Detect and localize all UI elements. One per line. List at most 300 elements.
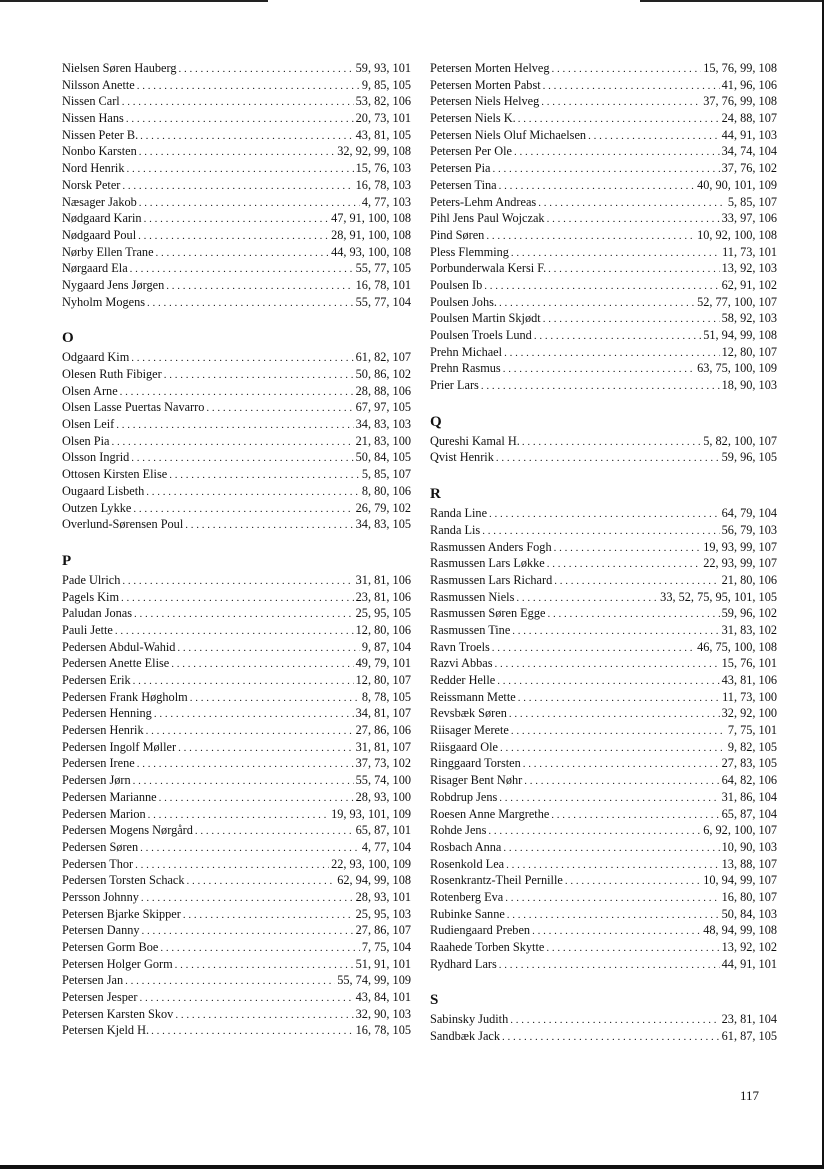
dot-leader	[482, 522, 719, 539]
entry-pages: 23, 81, 106	[355, 589, 411, 604]
dot-leader	[532, 922, 701, 939]
entry-name: Rasmussen Anders Fogh	[430, 539, 552, 554]
entry-pages: 19, 93, 101, 109	[331, 806, 411, 821]
dot-leader	[171, 655, 353, 672]
entry-pages: 46, 75, 100, 108	[697, 639, 777, 654]
index-entry	[430, 93, 777, 110]
entry-name: Robdrup Jens	[430, 789, 498, 804]
index-entry	[62, 572, 411, 589]
entry-name: Pedersen Ingolf Møller	[62, 739, 177, 754]
entry-pages: 55, 74, 100	[355, 773, 411, 788]
dot-leader	[509, 705, 720, 722]
entry-name: Petersen Jan	[62, 973, 124, 988]
entry-name: Revsbæk Søren	[430, 706, 507, 721]
entry-name: Petersen Kjeld H.	[62, 1023, 150, 1038]
entry-name: Petersen Holger Gorm	[62, 956, 173, 971]
entry-name: Rosenkrantz-Theil Pernille	[430, 873, 563, 888]
index-entry	[62, 127, 411, 144]
entry-pages: 21, 80, 106	[721, 572, 777, 587]
index-entry	[62, 294, 411, 311]
index-entry	[430, 294, 777, 311]
section-letter: P	[62, 552, 72, 569]
entry-pages: 4, 77, 104	[361, 839, 411, 854]
index-entry	[430, 739, 777, 756]
dot-leader	[507, 906, 720, 923]
entry-name: Nord Henrik	[62, 161, 125, 176]
entry-name: Pihl Jens Paul Wojczak	[430, 211, 545, 226]
dot-leader	[195, 822, 354, 839]
index-entry	[430, 622, 777, 639]
index-entry	[62, 399, 411, 416]
entry-pages: 51, 94, 99, 108	[703, 328, 777, 342]
entry-pages: 56, 79, 103	[721, 522, 777, 537]
entry-pages: 62, 94, 99, 108	[337, 873, 411, 888]
entry-pages: 59, 93, 101	[355, 61, 411, 75]
entry-pages: 40, 90, 101, 109	[697, 177, 777, 192]
index-entry	[62, 655, 411, 672]
index-entry	[62, 772, 411, 789]
dot-leader	[505, 889, 719, 906]
dot-leader	[514, 143, 720, 160]
entry-pages: 5, 85, 107	[361, 467, 411, 482]
index-entry	[430, 689, 777, 706]
entry-name: Pedersen Marianne	[62, 789, 157, 804]
index-entry	[62, 110, 411, 127]
entry-pages: 31, 81, 106	[355, 572, 411, 587]
dot-leader	[547, 210, 720, 227]
index-entry	[430, 522, 777, 539]
section-letter: O	[62, 330, 74, 347]
index-entry	[430, 605, 777, 622]
entry-name: Pedersen Anette Elise	[62, 656, 170, 671]
dot-leader	[523, 755, 720, 772]
entry-name: Nørgaard Ela	[62, 261, 128, 276]
entry-name: Roesen Anne Margrethe	[430, 806, 550, 821]
entry-name: Pedersen Abdul-Wahid	[62, 639, 176, 654]
index-entry	[430, 789, 777, 806]
entry-pages: 37, 76, 102	[721, 161, 777, 176]
entry-pages: 5, 85, 107	[727, 194, 777, 209]
index-entry	[430, 360, 777, 377]
index-entry	[62, 605, 411, 622]
dot-leader	[499, 294, 695, 311]
index-entry	[62, 77, 411, 94]
dot-leader	[122, 93, 354, 110]
dot-leader	[518, 110, 720, 127]
index-entry	[62, 722, 411, 739]
index-entry	[62, 433, 411, 450]
entry-name: Nissen Hans	[62, 111, 124, 126]
index-entry	[430, 277, 777, 294]
index-entry	[62, 839, 411, 856]
dot-leader	[134, 605, 354, 622]
dot-leader	[183, 906, 354, 923]
entry-name: Redder Helle	[430, 673, 496, 687]
entry-pages: 59, 96, 102	[721, 606, 777, 621]
index-entry	[430, 210, 777, 227]
index-entry	[430, 922, 777, 939]
entry-pages: 49, 79, 101	[355, 656, 411, 671]
entry-pages: 50, 84, 103	[721, 906, 777, 921]
entry-name: Pless Flemming	[430, 244, 509, 259]
entry-name: Petersen Niels Helveg	[430, 94, 540, 109]
entry-pages: 10, 90, 103	[721, 839, 777, 854]
entry-pages: 28, 91, 100, 108	[331, 227, 411, 242]
dot-leader	[126, 110, 354, 127]
entry-pages: 27, 86, 107	[355, 923, 411, 938]
index-entry	[430, 177, 777, 194]
dot-leader	[122, 177, 353, 194]
entry-name: Razvi Abbas	[430, 656, 493, 671]
entry-name: Nørby Ellen Trane	[62, 244, 154, 259]
dot-leader	[497, 672, 719, 689]
index-entry	[430, 160, 777, 177]
entry-name: Petersen Bjarke Skipper	[62, 906, 181, 921]
dot-leader	[116, 416, 353, 433]
entry-name: Ringgaard Torsten	[430, 756, 521, 771]
dot-leader	[151, 1022, 354, 1039]
index-entry	[430, 939, 777, 956]
section-letter: Q	[430, 413, 442, 430]
entry-name: Nissen Carl	[62, 94, 120, 109]
entry-pages: 8, 80, 106	[361, 483, 411, 498]
dot-leader	[486, 227, 695, 244]
dot-leader	[179, 60, 354, 77]
index-entry	[430, 127, 777, 144]
index-entry	[62, 1006, 411, 1023]
entry-name: Pedersen Frank Høgholm	[62, 689, 188, 704]
index-entry	[430, 889, 777, 906]
entry-pages: 16, 78, 105	[355, 1023, 411, 1038]
dot-leader	[175, 1006, 353, 1023]
dot-leader	[147, 294, 354, 311]
entry-name: Outzen Lykke	[62, 500, 132, 515]
entry-name: Poulsen Troels Lund	[430, 328, 532, 342]
dot-leader	[148, 806, 329, 823]
dot-leader	[187, 872, 336, 889]
index-entry	[430, 1028, 777, 1045]
dot-leader	[133, 672, 354, 689]
dot-leader	[499, 789, 719, 806]
entry-name: Pedersen Søren	[62, 839, 139, 854]
entry-pages: 11, 73, 100	[722, 689, 777, 704]
entry-name: Olesen Ruth Fibiger	[62, 367, 162, 381]
entry-pages: 43, 84, 101	[355, 990, 411, 1005]
index-entry	[62, 856, 411, 873]
entry-name: Porbunderwala Kersi F.	[430, 261, 547, 276]
dot-leader	[131, 449, 353, 466]
entry-name: Rasmussen Tine	[430, 622, 511, 637]
entry-name: Sabinsky Judith	[430, 1012, 509, 1027]
index-entry	[62, 822, 411, 839]
entry-name: Nygaard Jens Jørgen	[62, 277, 165, 292]
dot-leader	[547, 605, 719, 622]
entry-name: Reissmann Mette	[430, 689, 516, 704]
index-entry	[430, 433, 777, 450]
index-entry	[62, 755, 411, 772]
entry-pages: 31, 83, 102	[721, 622, 777, 637]
top-rule-left	[0, 0, 268, 2]
entry-pages: 47, 91, 100, 108	[331, 211, 411, 226]
entry-name: Prehn Michael	[430, 344, 503, 359]
entry-name: Nonbo Karsten	[62, 144, 137, 159]
entry-pages: 48, 94, 99, 108	[703, 923, 777, 938]
entry-pages: 27, 86, 106	[355, 723, 411, 738]
index-entry	[62, 939, 411, 956]
entry-pages: 43, 81, 106	[721, 673, 777, 687]
entry-pages: 51, 91, 101	[355, 956, 411, 971]
entry-pages: 4, 77, 103	[361, 194, 411, 209]
dot-leader	[547, 555, 701, 572]
entry-pages: 31, 86, 104	[721, 789, 777, 804]
entry-name: Nyholm Mogens	[62, 294, 146, 309]
entry-pages: 50, 84, 105	[355, 450, 411, 465]
dot-leader	[146, 483, 360, 500]
index-entry	[430, 655, 777, 672]
dot-leader	[133, 772, 354, 789]
entry-name: Olsen Leif	[62, 417, 115, 432]
entry-pages: 15, 76, 101	[721, 656, 777, 671]
dot-leader	[133, 500, 353, 517]
index-entry	[62, 160, 411, 177]
entry-pages: 64, 79, 104	[721, 506, 777, 521]
dot-leader	[139, 989, 353, 1006]
index-entry	[430, 722, 777, 739]
dot-leader	[160, 939, 360, 956]
dot-leader	[543, 77, 720, 94]
entry-name: Poulsen Martin Skjødt	[430, 311, 541, 326]
dot-leader	[169, 466, 360, 483]
entry-pages: 34, 83, 105	[355, 517, 411, 532]
entry-name: Pagels Kim	[62, 589, 120, 604]
entry-name: Pedersen Marion	[62, 806, 146, 821]
entry-pages: 12, 80, 107	[721, 344, 777, 359]
index-entry	[62, 889, 411, 906]
entry-name: Pedersen Thor	[62, 856, 134, 871]
dot-leader	[538, 194, 726, 211]
index-entry	[62, 922, 411, 939]
entry-pages: 59, 96, 105	[721, 450, 777, 465]
dot-leader	[524, 772, 719, 789]
index-entry	[62, 906, 411, 923]
entry-name: Rubinke Sanne	[430, 906, 505, 921]
dot-leader	[146, 722, 354, 739]
entry-name: Nielsen Søren Hauberg	[62, 61, 177, 75]
entry-name: Ottosen Kirsten Elise	[62, 467, 168, 482]
entry-pages: 41, 96, 106	[721, 77, 777, 92]
entry-name: Rasmussen Lars Løkke	[430, 556, 545, 571]
dot-leader	[511, 722, 726, 739]
entry-name: Paludan Jonas	[62, 606, 133, 621]
index-entry	[430, 1011, 777, 1028]
entry-pages: 55, 74, 99, 109	[337, 973, 411, 988]
dot-leader	[178, 739, 354, 756]
entry-pages: 55, 77, 105	[355, 261, 411, 276]
dot-leader	[121, 589, 354, 606]
index-column-right	[430, 60, 777, 1045]
index-entry	[62, 622, 411, 639]
index-entry	[62, 416, 411, 433]
index-entry	[430, 639, 777, 656]
index-entry	[430, 260, 777, 277]
entry-pages: 34, 81, 107	[355, 706, 411, 721]
entry-pages: 13, 88, 107	[721, 856, 777, 871]
entry-name: Nissen Peter B.	[62, 127, 139, 142]
entry-name: Riisager Merete	[430, 723, 509, 738]
entry-pages: 53, 82, 106	[355, 94, 411, 109]
entry-name: Petersen Jesper	[62, 990, 138, 1005]
dot-leader	[137, 755, 354, 772]
index-entry	[62, 227, 411, 244]
entry-name: Petersen Morten Pabst	[430, 77, 541, 92]
entry-name: Prehn Rasmus	[430, 361, 501, 376]
entry-name: Olsen Pia	[62, 433, 110, 448]
entry-name: Nødgaard Karin	[62, 211, 142, 226]
index-entry	[62, 483, 411, 500]
dot-leader	[206, 399, 353, 416]
dot-leader	[565, 872, 701, 889]
dot-leader	[512, 622, 719, 639]
entry-pages: 19, 93, 99, 107	[703, 539, 777, 554]
index-entry	[62, 60, 411, 77]
entry-name: Petersen Niels K.	[430, 111, 516, 126]
dot-leader	[159, 789, 354, 806]
index-entry	[430, 856, 777, 873]
entry-pages: 33, 52, 75, 95, 101, 105	[660, 589, 777, 604]
entry-name: Rasmussen Niels	[430, 589, 515, 604]
dot-leader	[139, 194, 360, 211]
dot-leader	[138, 227, 329, 244]
index-entry	[62, 872, 411, 889]
entry-pages: 9, 87, 104	[361, 639, 411, 654]
index-entry	[430, 77, 777, 94]
entry-name: Olsen Lasse Puertas Navarro	[62, 400, 205, 415]
entry-name: Petersen Danny	[62, 923, 140, 938]
entry-pages: 10, 94, 99, 107	[703, 873, 777, 888]
entry-name: Ravn Troels	[430, 639, 490, 654]
index-entry	[430, 839, 777, 856]
entry-pages: 43, 81, 105	[355, 127, 411, 142]
section-letter: R	[430, 486, 441, 503]
index-entry	[430, 589, 777, 606]
entry-pages: 61, 82, 107	[355, 350, 411, 365]
entry-name: Rosbach Anna	[430, 839, 502, 854]
entry-pages: 32, 92, 100	[721, 706, 777, 721]
dot-leader	[511, 244, 720, 261]
dot-leader	[111, 433, 353, 450]
dot-leader	[546, 939, 719, 956]
index-entry	[62, 366, 411, 383]
entry-pages: 7, 75, 104	[361, 940, 411, 954]
entry-pages: 34, 83, 103	[355, 417, 411, 432]
index-entry	[62, 277, 411, 294]
entry-pages: 12, 80, 107	[355, 673, 411, 687]
dot-leader	[506, 856, 720, 873]
entry-name: Pade Ulrich	[62, 572, 121, 587]
entry-name: Riisgaard Ole	[430, 739, 498, 754]
entry-pages: 61, 87, 105	[721, 1029, 777, 1044]
index-entry	[62, 260, 411, 277]
index-entry	[62, 689, 411, 706]
dot-leader	[140, 127, 353, 144]
entry-pages: 9, 82, 105	[727, 739, 777, 754]
dot-leader	[502, 1028, 720, 1045]
entry-name: Nødgaard Poul	[62, 227, 137, 242]
dot-leader	[142, 922, 354, 939]
index-entry	[430, 194, 777, 211]
entry-name: Pedersen Mogens Nørgård	[62, 823, 193, 838]
index-entry	[62, 789, 411, 806]
entry-pages: 34, 74, 104	[721, 144, 777, 159]
entry-pages: 28, 93, 100	[355, 789, 411, 804]
dot-leader	[130, 260, 354, 277]
dot-leader	[499, 956, 720, 973]
index-entry	[430, 872, 777, 889]
dot-leader	[125, 972, 335, 989]
dot-leader	[541, 93, 701, 110]
dot-leader	[175, 956, 354, 973]
dot-leader	[554, 572, 719, 589]
dot-leader	[504, 344, 720, 361]
index-entry	[430, 672, 777, 689]
dot-leader	[552, 60, 702, 77]
index-entry	[62, 739, 411, 756]
index-entry	[430, 60, 777, 77]
entry-pages: 16, 78, 101	[355, 277, 411, 292]
index-entry	[62, 972, 411, 989]
dot-leader	[144, 210, 330, 227]
entry-pages: 15, 76, 103	[355, 161, 411, 176]
entry-pages: 13, 92, 103	[721, 261, 777, 276]
entry-name: Rotenberg Eva	[430, 889, 504, 904]
index-entry	[430, 449, 777, 466]
index-entry	[430, 572, 777, 589]
entry-pages: 8, 78, 105	[361, 689, 411, 704]
dot-leader	[190, 689, 360, 706]
dot-leader	[522, 433, 701, 450]
entry-name: Ougaard Lisbeth	[62, 483, 145, 498]
entry-name: Norsk Peter	[62, 177, 121, 192]
index-entry	[430, 110, 777, 127]
entry-pages: 44, 91, 103	[721, 127, 777, 142]
entry-name: Raahede Torben Skytte	[430, 940, 545, 954]
index-entry	[62, 589, 411, 606]
index-entry	[430, 555, 777, 572]
entry-pages: 55, 77, 104	[355, 294, 411, 309]
entry-name: Odgaard Kim	[62, 350, 130, 365]
entry-pages: 62, 91, 102	[721, 277, 777, 292]
index-column-left	[62, 60, 411, 1039]
index-entry	[62, 93, 411, 110]
index-entry	[62, 383, 411, 400]
entry-pages: 16, 80, 107	[721, 889, 777, 904]
dot-leader	[492, 639, 695, 656]
entry-pages: 20, 73, 101	[355, 111, 411, 126]
dot-leader	[122, 572, 353, 589]
section-letter: S	[430, 992, 439, 1009]
entry-pages: 5, 82, 100, 107	[703, 433, 777, 448]
dot-leader	[139, 143, 335, 160]
entry-name: Pedersen Irene	[62, 756, 135, 771]
entry-name: Petersen Pia	[430, 161, 491, 176]
index-entry	[430, 772, 777, 789]
entry-name: Risager Bent Nøhr	[430, 773, 523, 788]
scan-edge-bottom	[0, 1165, 824, 1169]
index-entry	[430, 705, 777, 722]
dot-leader	[481, 377, 720, 394]
entry-name: Poulsen Johs.	[430, 294, 497, 309]
entry-name: Rasmussen Lars Richard	[430, 572, 553, 587]
